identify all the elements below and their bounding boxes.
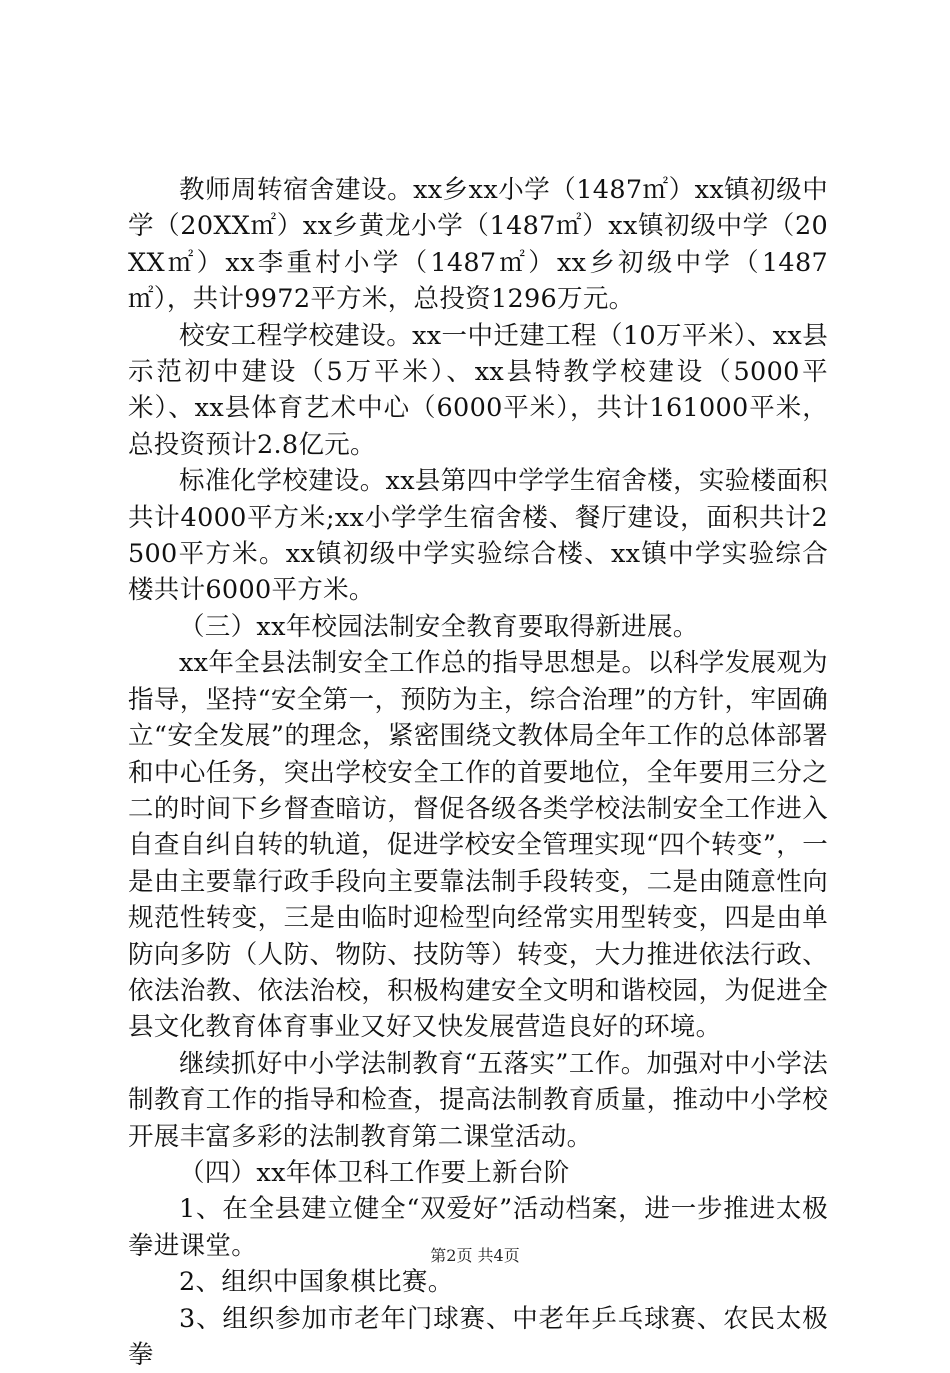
page-number-footer: 第2页 共4页 (430, 1246, 520, 1265)
paragraph-school-safety: 校安工程学校建设。xx一中迁建工程（10万平米）、xx县示范初中建设（5万平米）、xx县特教学校建设（5000平米）、xx县体育艺术中心（6000平米），共计161000平米，总投资预计2.8亿元。 (128, 320, 828, 460)
paragraph-standardization: 标准化学校建设。xx县第四中学学生宿舍楼，实验楼面积共计4000平方米;xx小学学生宿舍楼、餐厅建设，面积共计2500平方米。xx镇初级中学实验综合楼、xx镇中学实验综合楼共计6000平方米。 (128, 466, 828, 606)
paragraph-guiding-thought: xx年全县法制安全工作总的指导思想是。以科学发展观为指导，坚持“安全第一，预防为主，综合治理”的方针，牢固确立“安全发展”的理念，紧密围绕文教体局全年工作的总体部署和中心任务，突出学校安全工作的首要地位，全年要用三分之二的时间下乡督查暗访，督促各级各类学校法制安全工作进入自查自纠自转的轨道，促进学校安全管理实现“四个转变”，一是由主要靠行政手段向主要靠法制手段转变，二是由随意性向规范性转变，三是由临时迎检型向经常实用型转变，四是由单防向多防（人防、物防、技防等）转变，大力推进依法行政、依法治教、依法治校，积极构建安全文明和谐校园，为促进全县文化教育体育事业又好又快发展营造良好的环境。 (128, 648, 828, 1043)
section-heading-4: （四）xx年体卫科工作要上新台阶 (179, 1157, 570, 1188)
list-item-3: 3、组织参加市老年门球赛、中老年乒乓球赛、农民太极拳 (128, 1303, 828, 1370)
list-item-2: 2、组织中国象棋比赛。 (179, 1267, 454, 1298)
list-item-1: 1、在全县建立健全“双爱好”活动档案，进一步推进太极拳进课堂。 (128, 1194, 828, 1261)
paragraph-legal-education: 继续抓好中小学法制教育“五落实”工作。加强对中小学法制教育工作的指导和检查，提高法制教育质量，推动中小学校开展丰富多彩的法制教育第二课堂活动。 (128, 1048, 828, 1152)
document-body (128, 172, 828, 1373)
section-heading-3: （三）xx年校园法制安全教育要取得新进展。 (179, 611, 699, 642)
paragraph-dormitory: 教师周转宿舍建设。xx乡xx小学（1487㎡）xx镇初级中学（20XX㎡）xx乡黄龙小学（1487㎡）xx镇初级中学（20XX㎡）xx李重村小学（1487㎡）xx乡初级中学（1487㎡），共计9972平方米，总投资1296万元。 (128, 175, 828, 315)
